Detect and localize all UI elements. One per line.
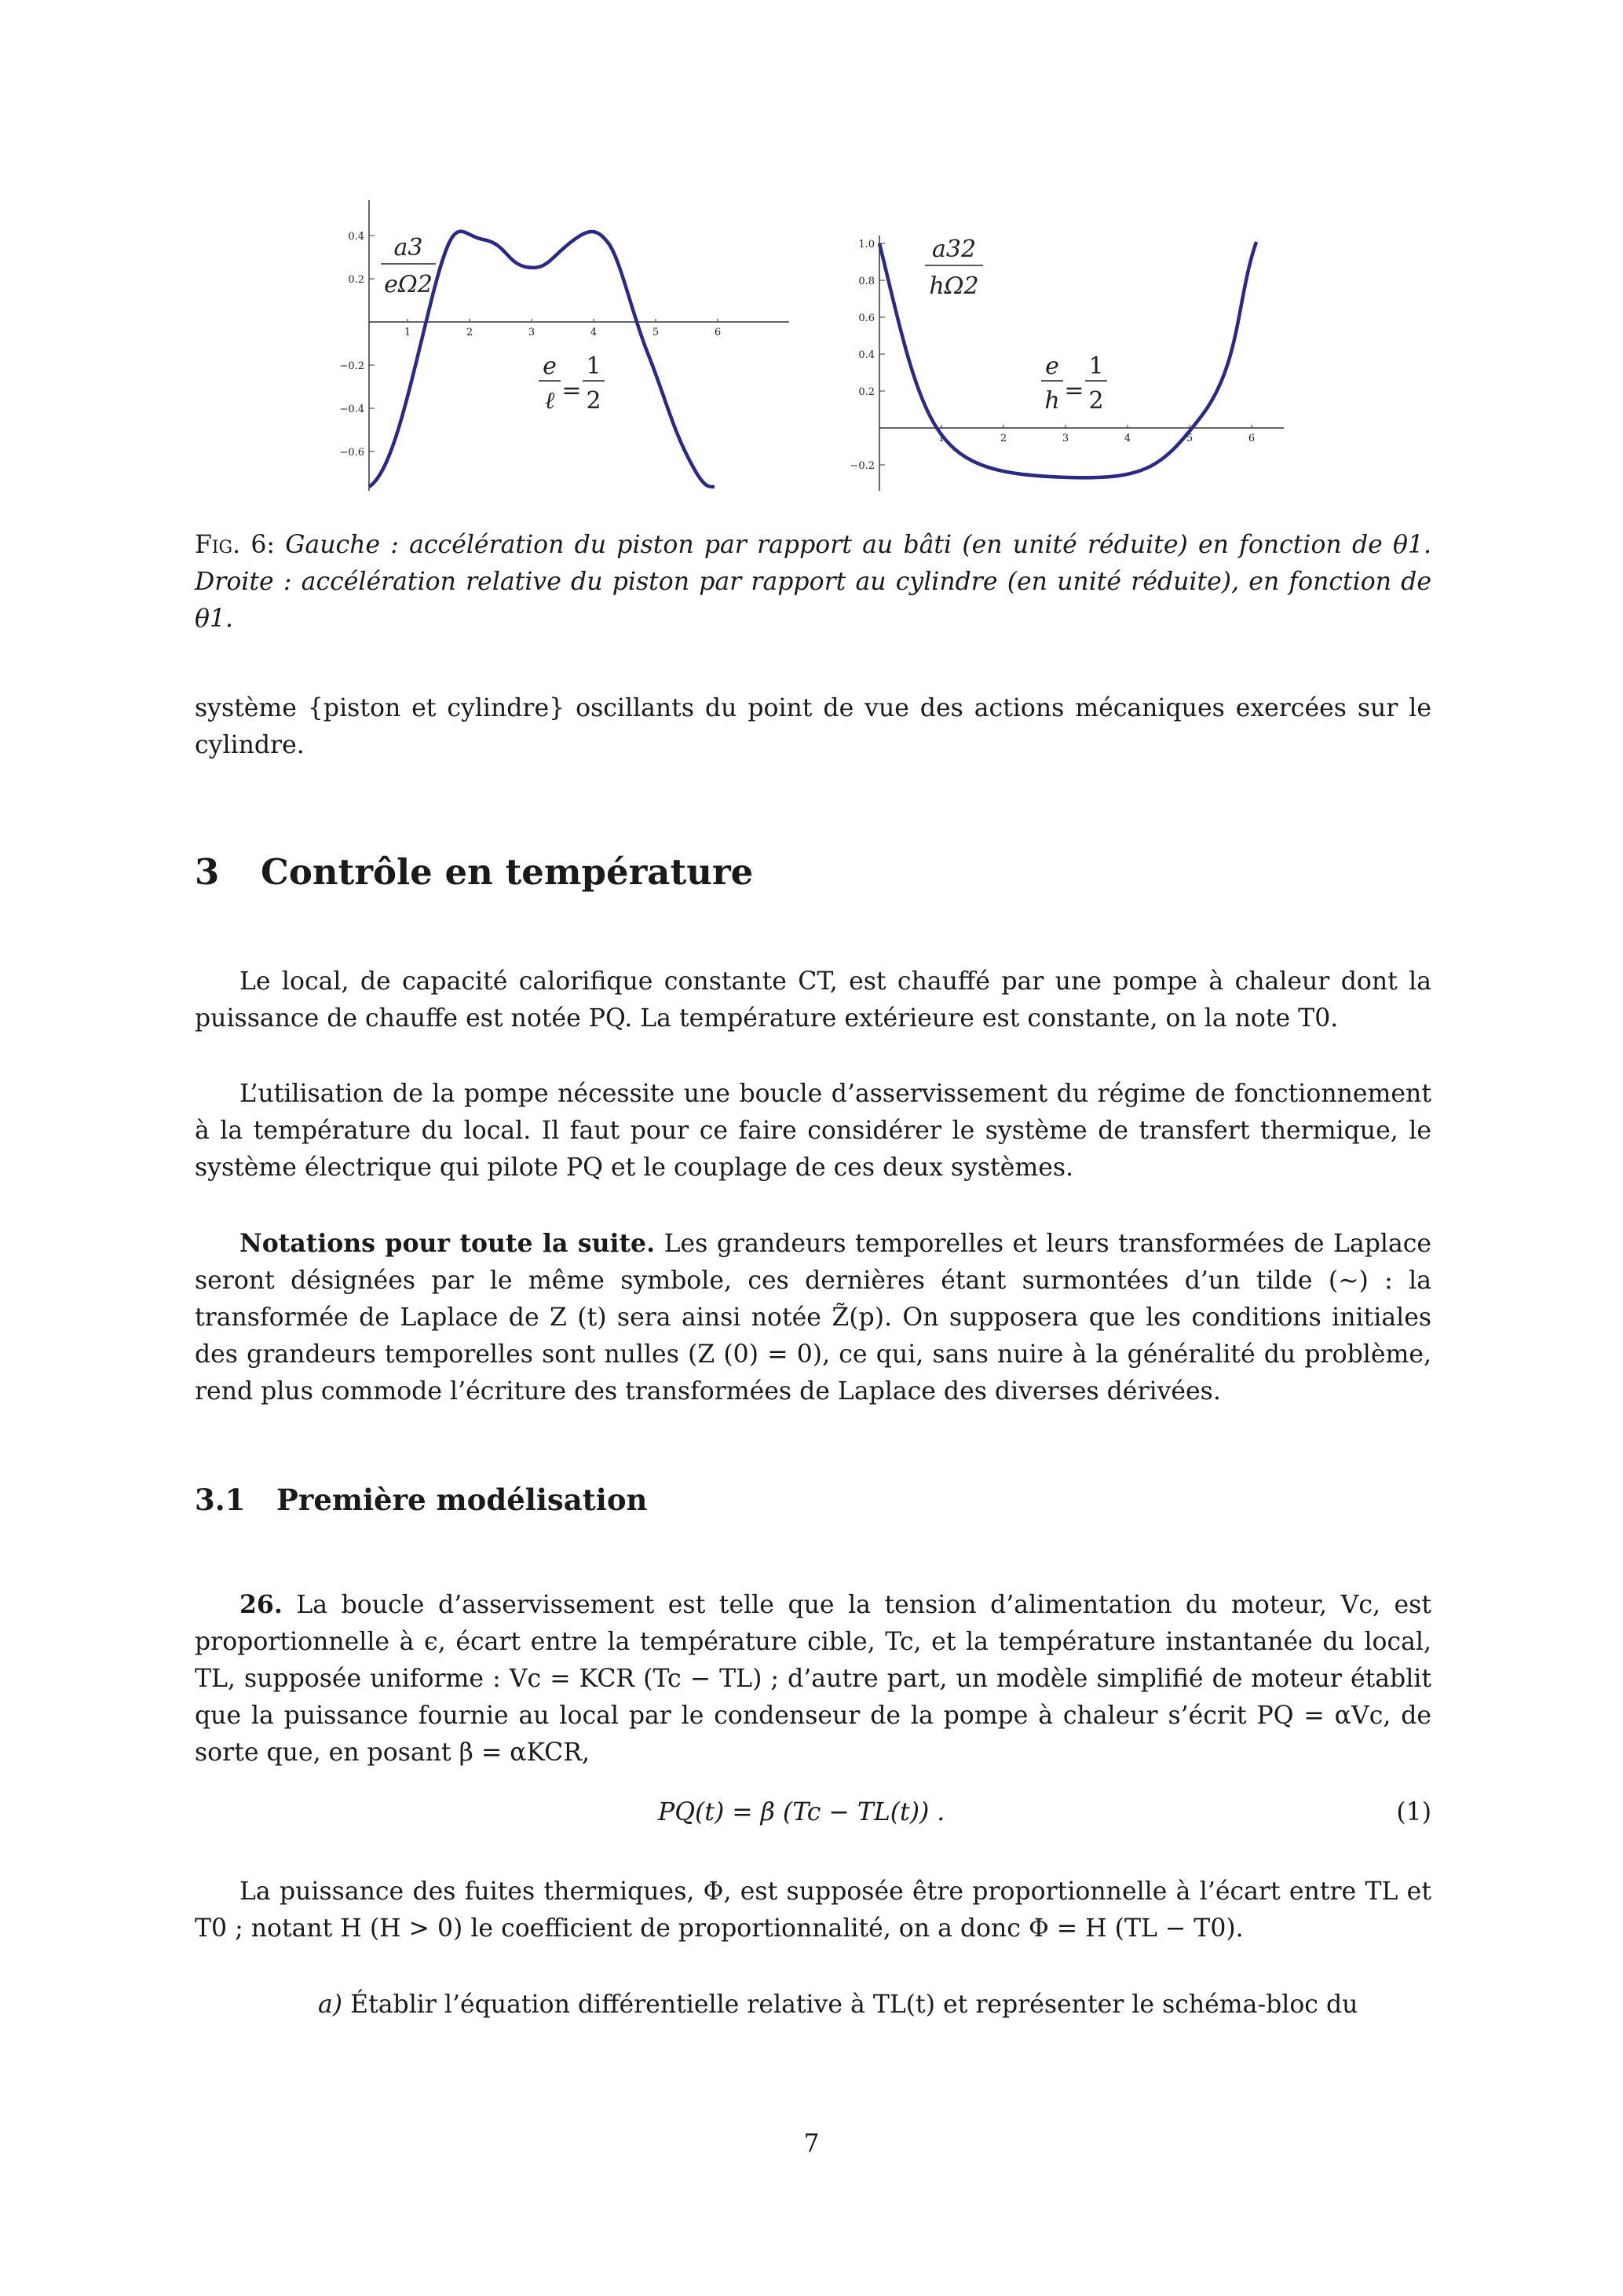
paragraph-1: Le local, de capacité calorifique constante CT, est chauffé par une pompe à chaleur dont la puissance de chauffe est notée PQ. La température extérieure est constante, on la note T0. [195, 967, 1431, 1033]
right-ytick-2: 0.6 [858, 313, 875, 324]
right-ylabel-numerator: a32 [931, 236, 977, 263]
right-xtick-3: 4 [1124, 433, 1131, 444]
right-param-numerator: e [1045, 353, 1059, 380]
section-heading [195, 851, 753, 893]
intro-paragraph: système {piston et cylindre} oscillants du point de vue des actions mécaniques exercées sur le cylindre. [195, 694, 1431, 759]
question-26-label: 26. [239, 1590, 283, 1619]
caption-text: Gauche : accélération du piston par rapport au bâti (en unité réduite) en fonction de θ1. Droite : accélération relative du piston par rapport au cylindre (en unité réduite), en fonction de θ1. [195, 531, 1431, 633]
left-ytick-0: 0.4 [348, 231, 364, 243]
paragraph-3-text: Les grandeurs temporelles et leurs transformées de Laplace seront désignées par le même symbole, ces dernières étant surmontées d’un tilde (∼) : la transformée de Laplace de Z (t) sera ainsi notée Z̃(p). On supposera que les conditions initiales des grandeurs temporelles sont nulles (Z (0) = 0), ce qui, sans nuire à la généralité du problème, rend plus commode l’écriture des transformées de Laplace des diverses dérivées. [195, 1230, 1432, 1406]
right-ytick-0: 1.0 [858, 239, 875, 250]
right-chart-svg [832, 196, 1296, 495]
equation-number: (1) [1396, 1798, 1431, 1826]
left-ytick-3: −0.4 [339, 404, 364, 415]
left-ylabel-denominator: eΩ2 [384, 271, 433, 298]
question-a-text: Établir l’équation différentielle relative à TL(t) et représenter le schéma-bloc du [350, 1991, 1358, 2019]
left-xtick-3: 4 [590, 327, 598, 338]
left-xtick-1: 2 [466, 327, 473, 338]
right-ytick-4: 0.2 [858, 386, 875, 398]
left-ytick-1: 0.2 [348, 274, 364, 286]
left-param-value-numerator: 1 [586, 353, 601, 380]
figure-left-chart [338, 196, 801, 498]
right-ytick-1: 0.8 [858, 276, 875, 287]
right-xtick-2: 3 [1062, 433, 1069, 444]
notations-bold-lead: Notations pour toute la suite. [239, 1229, 656, 1258]
subsection-number: 3.1 [195, 1483, 246, 1517]
subsection-heading [195, 1483, 647, 1517]
left-param-numerator: e [543, 353, 557, 380]
right-ylabel-denominator: hΩ2 [929, 272, 979, 300]
left-param-equals: = [561, 377, 582, 404]
left-xtick-4: 5 [652, 327, 660, 338]
left-curve [369, 232, 715, 487]
subsection-title: Première modélisation [276, 1483, 648, 1517]
right-param-denominator: h [1044, 387, 1060, 415]
question-a-label: a) [318, 1991, 343, 2019]
figure-caption [195, 527, 1431, 638]
right-param-equals: = [1064, 377, 1084, 404]
paragraph-2: L’utilisation de la pompe nécessite une boucle d’asservissement du régime de fonctionnement à la température du local. Il faut pour ce faire considérer le système de transfert thermique, le système électrique qui pilote PQ et le couplage de ces deux systèmes. [195, 1080, 1431, 1182]
question-a [195, 1987, 1431, 2024]
section-title: Contrôle en température [261, 851, 754, 893]
left-xtick-5: 6 [714, 327, 722, 338]
question-26-text: La boucle d’asservissement est telle que la tension d’alimentation du moteur, Vc, est proportionnelle à ϵ, écart entre la température cible, Tc, et la température instantanée du local, TL, supposée uniforme : Vc = KCR (Tc − TL) ; d’autre part, un modèle simplifié de moteur établit que la puissance fournie au local par le condenseur de la pompe à chaleur s’écrit PQ = αVc, de sorte que, en posant β = αKCR, [195, 1591, 1431, 1767]
right-xtick-1: 2 [1000, 433, 1007, 444]
left-param-value-denominator: 2 [586, 387, 601, 415]
right-xtick-0: 1 [938, 433, 945, 444]
left-ytick-4: −0.6 [339, 447, 364, 459]
right-param-value-denominator: 2 [1088, 387, 1104, 415]
question-26 [195, 1586, 1431, 1771]
right-ytick-5: −0.2 [850, 460, 875, 472]
right-ytick-3: 0.4 [858, 349, 875, 361]
left-ylabel-numerator: a3 [393, 234, 423, 261]
section-number: 3 [195, 851, 220, 893]
paragraph-3 [195, 1225, 1431, 1410]
left-xtick-2: 3 [528, 327, 536, 338]
figure-right-chart [832, 196, 1296, 498]
left-param-denominator: ℓ [544, 387, 555, 415]
page-number: 7 [803, 2130, 820, 2158]
left-chart-svg [338, 196, 801, 495]
equation-1: PQ(t) = β (Tc − TL(t)) . [658, 1798, 945, 1826]
right-param-value-numerator: 1 [1088, 353, 1104, 380]
caption-tag: Fig. 6: [195, 531, 276, 559]
right-xtick-4: 5 [1186, 433, 1193, 444]
right-xtick-5: 6 [1248, 433, 1256, 444]
left-ytick-2: −0.2 [339, 360, 364, 372]
left-xtick-0: 1 [404, 327, 411, 338]
paragraph-fuites: La puissance des fuites thermiques, Φ, est supposée être proportionnelle à l’écart entre TL et T0 ; notant H (H > 0) le coefficient de proportionnalité, on a donc Φ = H (TL − T0). [195, 1877, 1431, 1943]
